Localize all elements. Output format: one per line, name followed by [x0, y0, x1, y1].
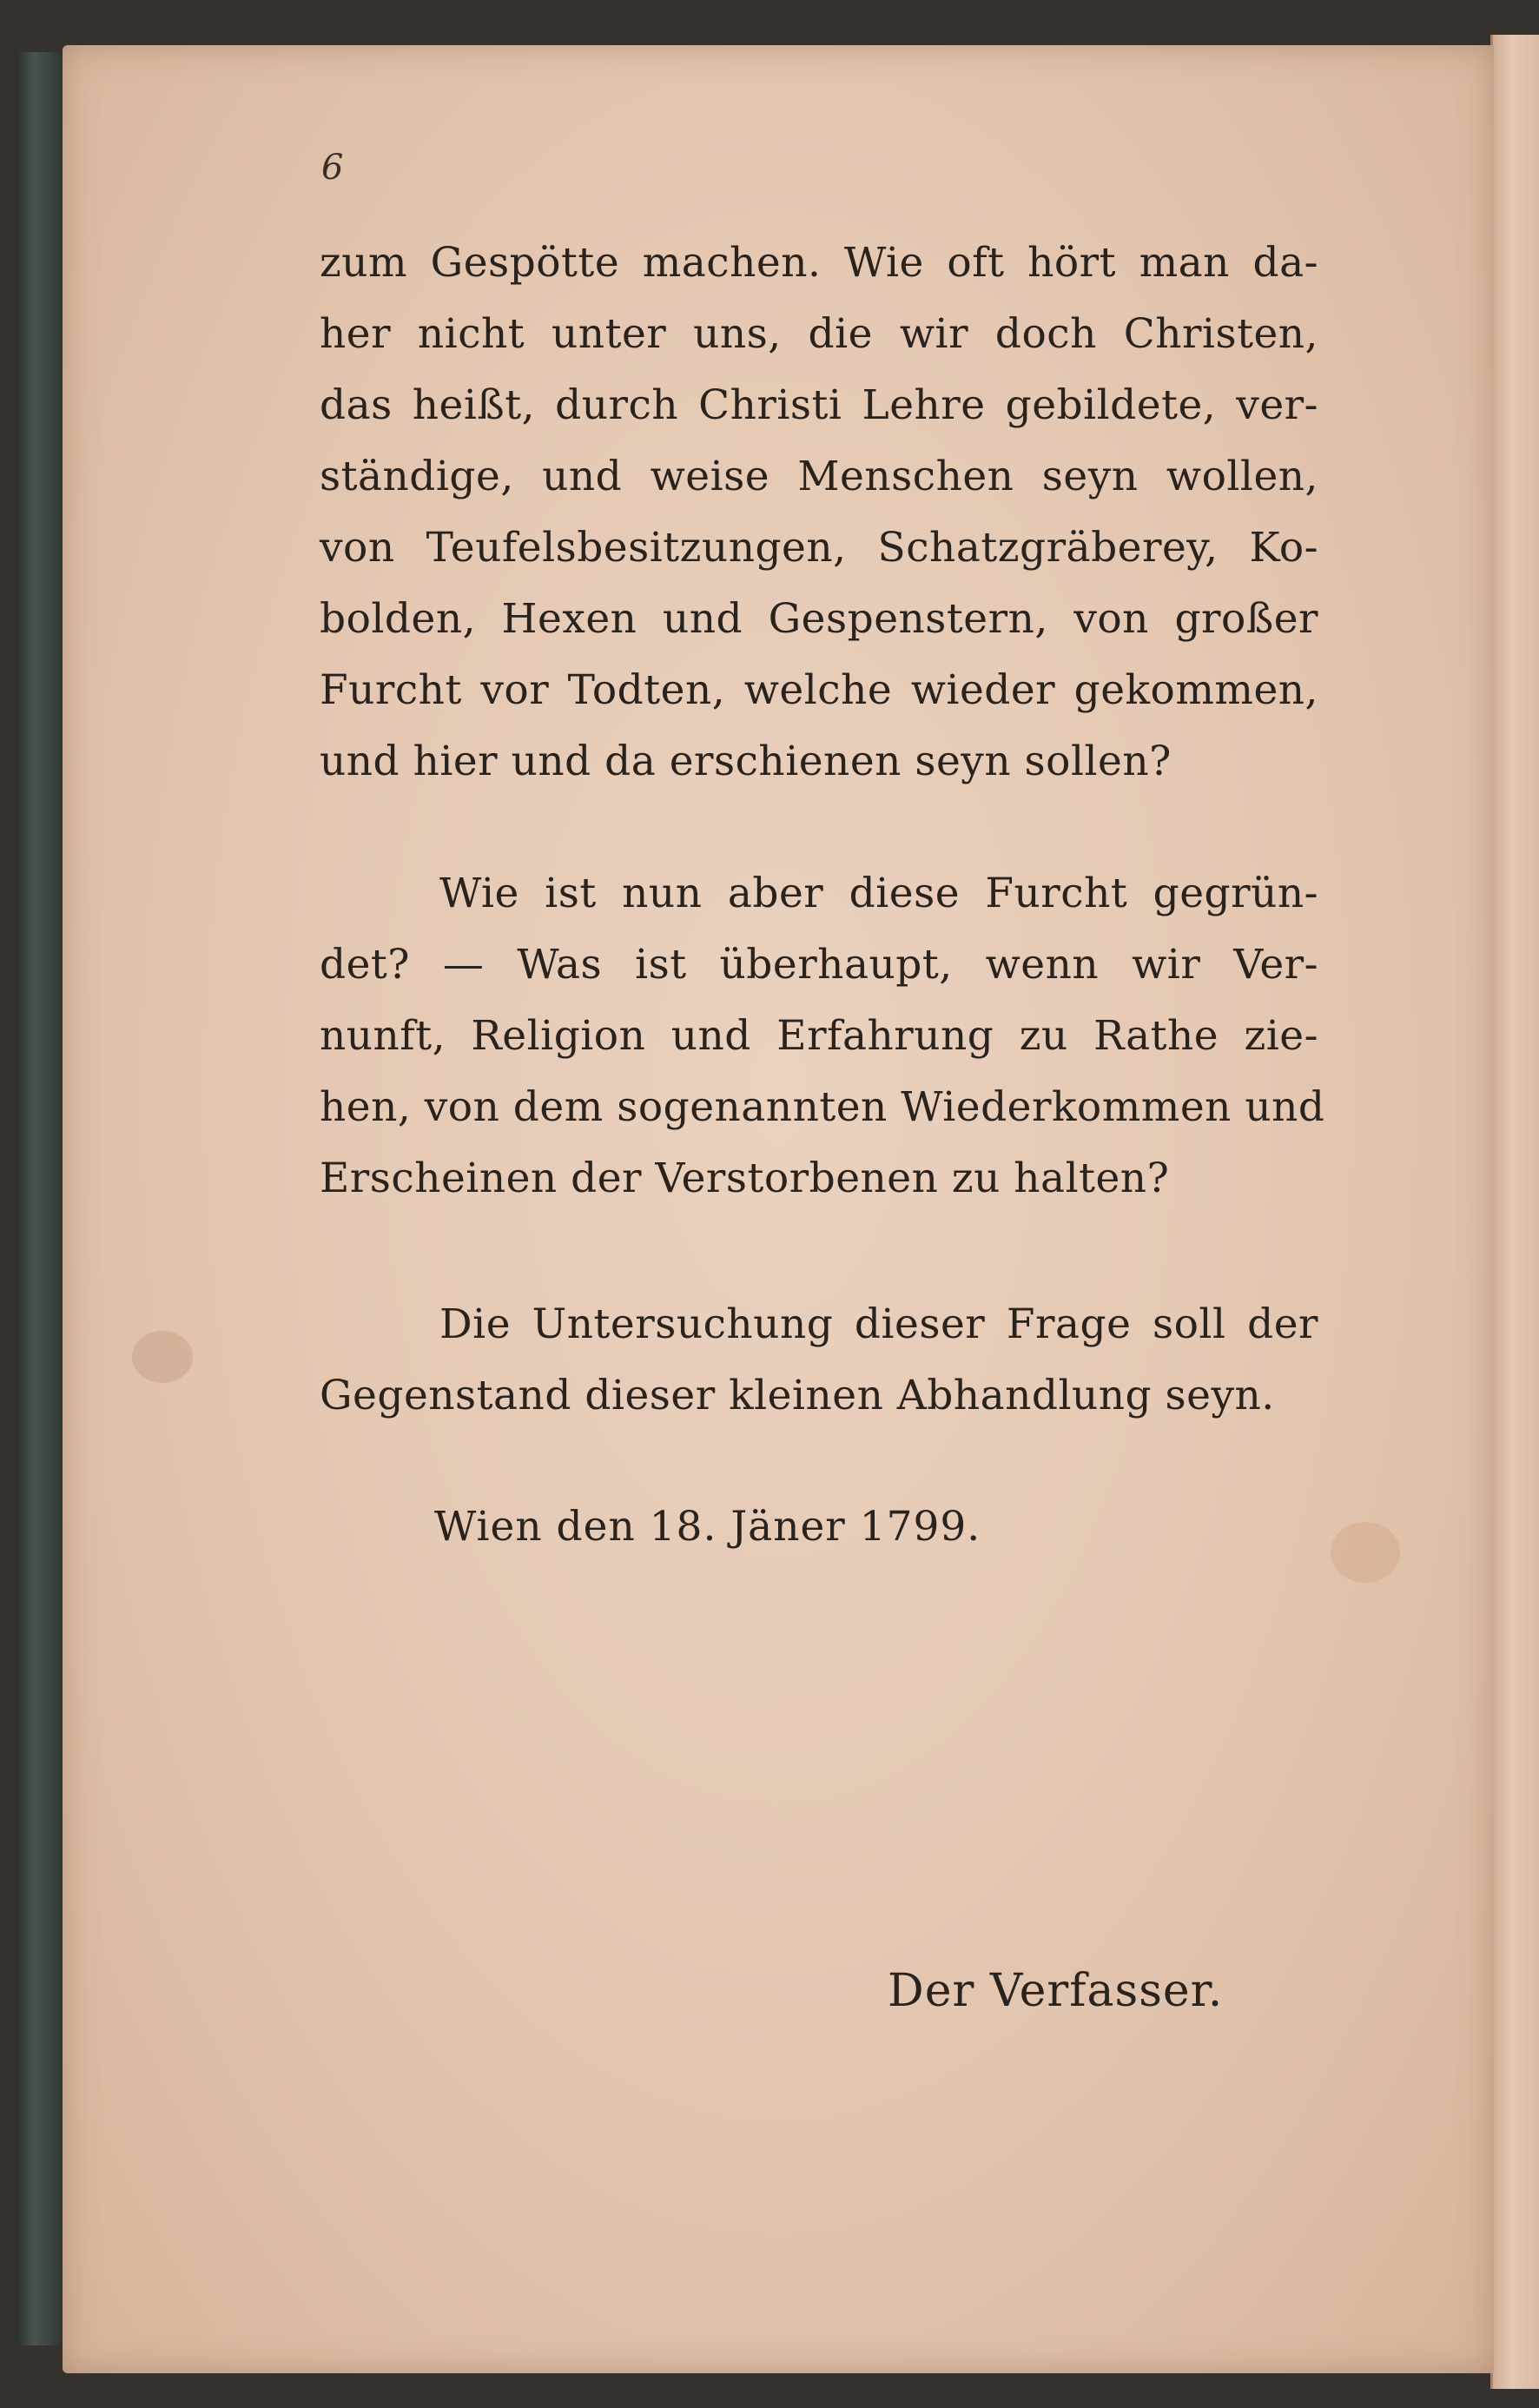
- paper-stain: [1331, 1522, 1400, 1583]
- text-line: hen, von dem sogenannten Wiederkommen und: [320, 1083, 1325, 1131]
- author-signature: Der Verfasser.: [888, 1965, 1224, 2017]
- text-line: das heißt, durch Christi Lehre gebildete, ver-: [320, 381, 1318, 429]
- text-line: det? — Was ist überhaupt, wenn wir Ver-: [320, 941, 1318, 989]
- paragraph-1: [320, 228, 1318, 797]
- text-line: Erscheinen der Verstorbenen zu halten?: [320, 1154, 1170, 1202]
- book-binding: [16, 52, 69, 2345]
- text-line: Furcht vor Todten, welche wieder gekommen,: [320, 666, 1318, 714]
- paragraph-3: [320, 1289, 1318, 1432]
- paragraph-2: [320, 858, 1325, 1214]
- date-line: Wien den 18. Jäner 1799.: [434, 1503, 981, 1551]
- text-line: Die Untersuchung dieser Frage soll der: [439, 1300, 1318, 1348]
- page-number: 6: [321, 148, 344, 188]
- text-line: nunft, Religion und Erfahrung zu Rathe zie-: [320, 1012, 1318, 1060]
- text-line: her nicht unter uns, die wir doch Christen,: [320, 310, 1318, 358]
- text-line: Gegenstand dieser kleinen Abhandlung seyn.: [320, 1372, 1275, 1419]
- paper-stain: [132, 1331, 193, 1383]
- text-line: von Teufelsbesitzungen, Schatzgräberey, Ko-: [320, 524, 1318, 572]
- text-line: und hier und da erschienen seyn sollen?: [320, 738, 1172, 785]
- text-line: ständige, und weise Menschen seyn wollen,: [320, 453, 1318, 500]
- text-line: Wie ist nun aber diese Furcht gegrün-: [439, 870, 1318, 917]
- facing-page-edge: [1490, 35, 1539, 2389]
- text-line: bolden, Hexen und Gespenstern, von großer: [320, 595, 1318, 643]
- text-line: zum Gespötte machen. Wie oft hört man da-: [320, 239, 1318, 287]
